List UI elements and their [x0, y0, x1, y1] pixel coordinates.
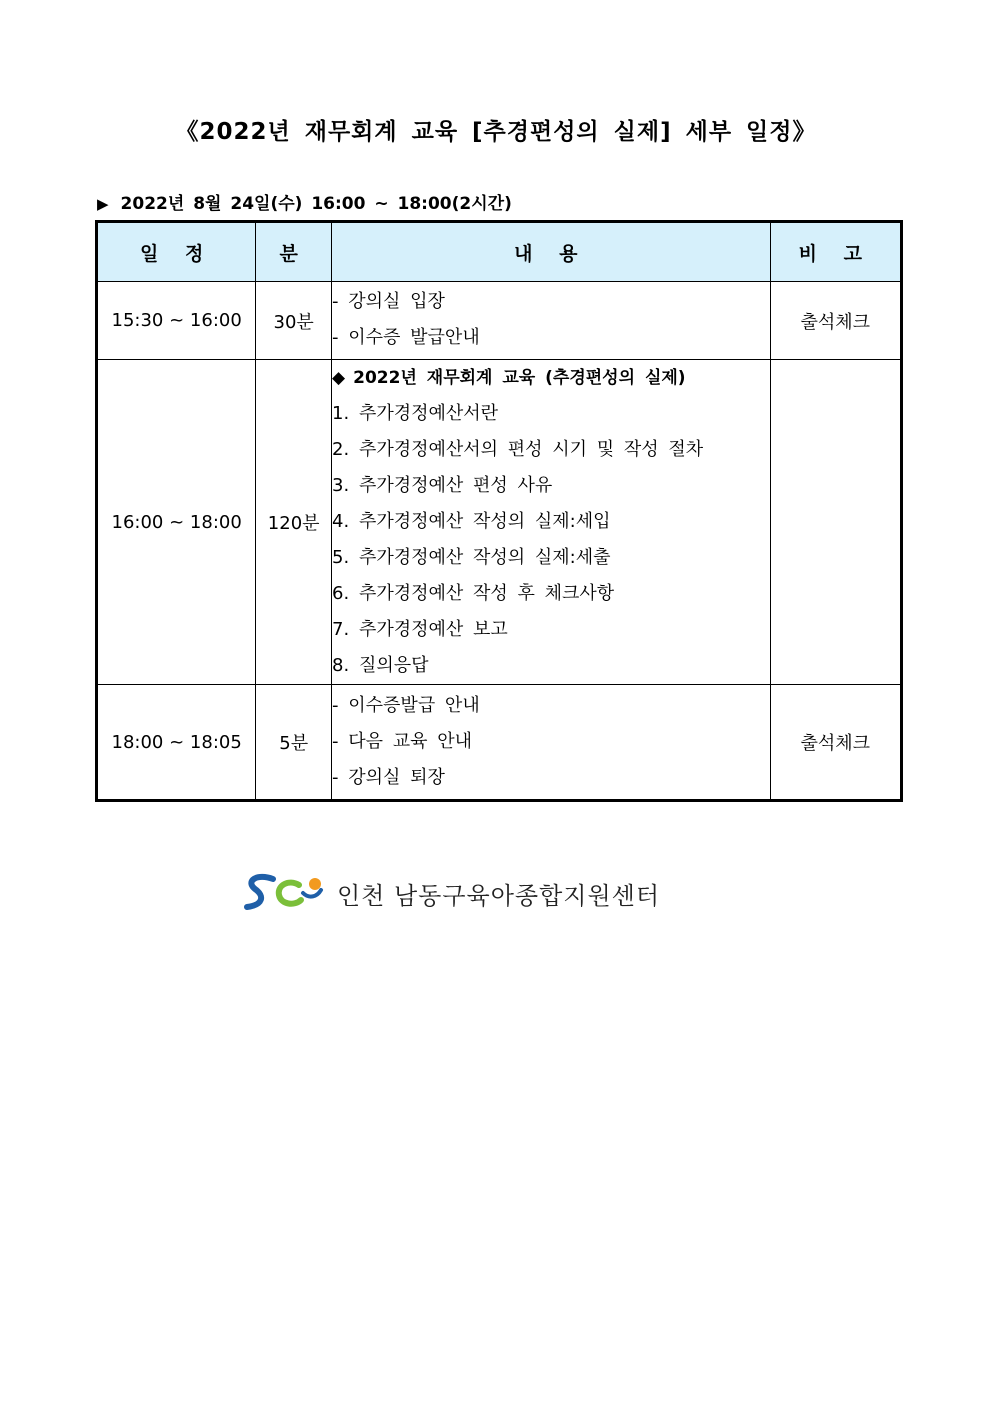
row-time: 16:00 ~ 18:00: [97, 360, 256, 685]
row-minutes: 5분: [256, 685, 332, 801]
diamond-icon: ◆: [332, 368, 346, 388]
table-row: [97, 685, 902, 801]
content-line: 4. 추가경정예산 작성의 실제:세입: [332, 511, 611, 532]
row-content: [332, 282, 771, 360]
row-content: [332, 360, 771, 685]
table-row: [97, 282, 902, 360]
date-text: 2022년 8월 24일(수) 16:00 ~ 18:00(2시간): [120, 194, 512, 214]
content-line: - 이수증 발급안내: [332, 327, 480, 348]
document-title: 《2022년 재무회계 교육 [추경편성의 실제] 세부 일정》: [175, 119, 817, 145]
content-line: - 이수증발급 안내: [332, 695, 480, 716]
triangle-right-icon: ▶: [97, 195, 109, 213]
org-logo: [243, 873, 660, 913]
row-note: 출석체크: [770, 282, 901, 360]
content-line: - 강의실 입장: [332, 291, 445, 312]
table-header-row: [97, 222, 902, 282]
date-line: [97, 189, 512, 214]
content-heading-text: 2022년 재무회계 교육 (추경편성의 실제): [353, 368, 686, 388]
row-time: 15:30 ~ 16:00: [97, 282, 256, 360]
org-name: 인천 남동구육아종합지원센터: [337, 881, 661, 910]
content-line: 7. 추가경정예산 보고: [332, 619, 508, 640]
sc-logo-icon: [243, 873, 325, 913]
row-minutes: 120분: [256, 360, 332, 685]
header-content: 내 용: [332, 222, 771, 282]
content-line: 1. 추가경정예산서란: [332, 403, 499, 424]
row-time: 18:00 ~ 18:05: [97, 685, 256, 801]
content-line: - 강의실 퇴장: [332, 767, 445, 788]
content-line: 2. 추가경정예산서의 편성 시기 및 작성 절차: [332, 439, 704, 460]
content-line: 6. 추가경정예산 작성 후 체크사항: [332, 583, 615, 604]
row-minutes: 30분: [256, 282, 332, 360]
row-content: [332, 685, 771, 801]
table-row: [97, 360, 902, 685]
row-note: 출석체크: [770, 685, 901, 801]
content-heading: [332, 360, 770, 396]
schedule-table: [95, 220, 903, 802]
row-note: [770, 360, 901, 685]
content-line: 5. 추가경정예산 작성의 실제:세출: [332, 547, 611, 568]
header-minutes: 분: [256, 222, 332, 282]
content-line: - 다음 교육 안내: [332, 731, 473, 752]
header-note: 비 고: [770, 222, 901, 282]
content-line: 3. 추가경정예산 편성 사유: [332, 475, 553, 496]
content-line: 8. 질의응답: [332, 655, 429, 676]
header-schedule: 일 정: [97, 222, 256, 282]
